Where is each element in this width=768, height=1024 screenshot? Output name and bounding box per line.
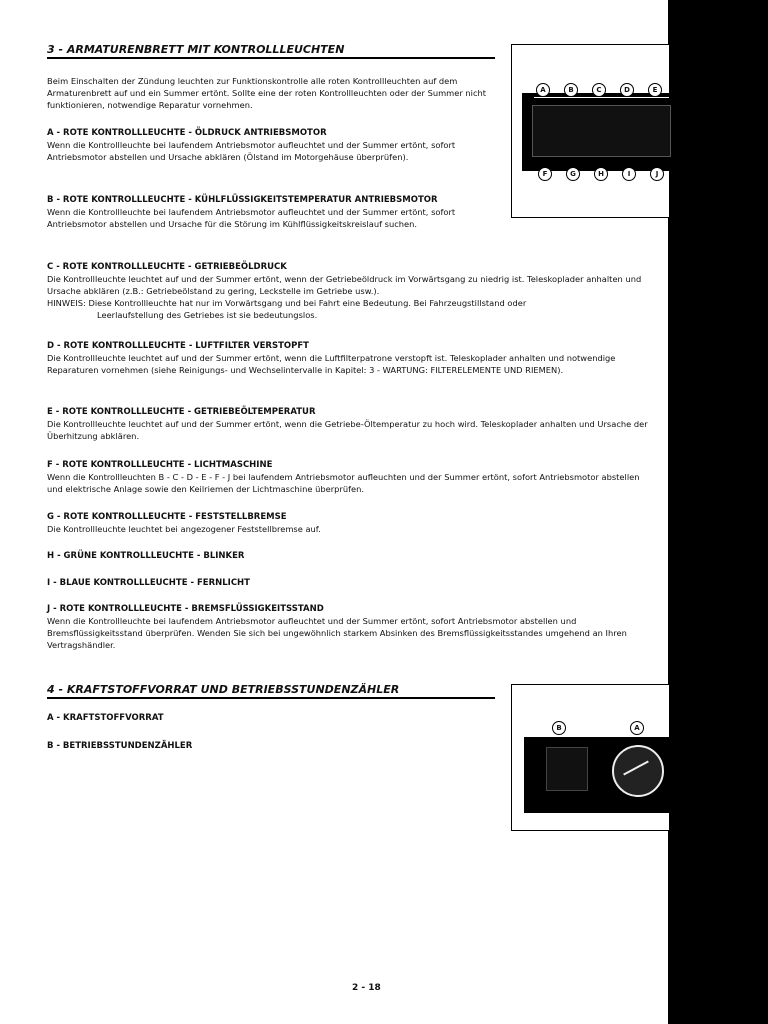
item-f-body: Wenn die Kontrollleuchten B - C - D - E - F - J bei laufendem Antriebsmotor aufleuchten und der Summer ertönt, sofort Antriebsmotor abstellen und elektrische Anlage sowie den Keilriemen der Lichtmaschine überprüfen. bbox=[47, 472, 640, 494]
item-d bbox=[47, 340, 657, 376]
item-b-body: Wenn die Kontrollleuchte bei laufendem Antriebsmotor aufleuchtet und der Summer ertönt, sofort Antriebsmotor abstellen und Ursache für die Störung im Kühlflüssigkeitskreislauf suchen. bbox=[47, 207, 456, 229]
item-f-head: F - ROTE KONTROLLLEUCHTE - LICHTMASCHINE bbox=[47, 460, 273, 470]
top-callout-line bbox=[534, 97, 669, 98]
label-i-bottom: I bbox=[622, 167, 636, 181]
item-a-head: A - ROTE KONTROLLLEUCHTE - ÖLDRUCK ANTRIEBSMOTOR bbox=[47, 128, 327, 138]
hour-meter-display bbox=[546, 747, 588, 791]
item-g-head: G - ROTE KONTROLLLEUCHTE - FESTSTELLBREMSE bbox=[47, 512, 287, 522]
item-j-body: Wenn die Kontrollleuchte bei laufendem Antriebsmotor aufleuchtet und der Summer ertönt, sofort Antriebsmotor abstellen und Bremsflüssigkeitsstand überprüfen. Wenden Sie sich bei ungewöhnlich starkem Absinken des Bremsflüssigkeitsstandes umgehend an Ihren Vertragshändler. bbox=[47, 616, 627, 650]
label-a-top: A bbox=[536, 83, 550, 97]
item-j bbox=[47, 603, 657, 651]
item-a-body: Wenn die Kontrollleuchte bei laufendem Antriebsmotor aufleuchtet und der Summer ertönt, sofort Antriebsmotor abstellen und Ursache abklären (Ölstand im Motorgehäuse überprüfen). bbox=[47, 140, 456, 162]
item-j-head: J - ROTE KONTROLLLEUCHTE - BREMSFLÜSSIGKEITSSTAND bbox=[47, 604, 324, 614]
section3-rule bbox=[47, 57, 495, 59]
label-d-top: D bbox=[620, 83, 634, 97]
label-a-fuel: A bbox=[630, 721, 644, 735]
item-e bbox=[47, 406, 657, 442]
item-c bbox=[47, 261, 657, 321]
label-j-bottom: J bbox=[650, 167, 664, 181]
item-g bbox=[47, 511, 657, 535]
item-c-text: Die Kontrollleuchte leuchtet auf und der Summer ertönt, wenn der Getriebeöldruck im Vorwärtsgang zu niedrig ist. Teleskoplader anhalten und Ursache abklären (z.B.: Getriebeölstand zu gering, Leckstelle im Getriebe usw.). bbox=[47, 274, 642, 296]
gauge-figure bbox=[511, 684, 670, 831]
dashboard-figure bbox=[511, 44, 670, 218]
item-f bbox=[47, 459, 657, 495]
item-g-body: Die Kontrollleuchte leuchtet bei angezogener Feststellbremse auf. bbox=[47, 524, 321, 534]
section4-rule bbox=[47, 697, 495, 699]
item-e-head: E - ROTE KONTROLLLEUCHTE - GETRIEBEÖLTEMPERATUR bbox=[47, 407, 316, 417]
item-e-body: Die Kontrollleuchte leuchtet auf und der Summer ertönt, wenn die Getriebe-Öltemperatur zu hoch wird. Teleskoplader anhalten und Ursache der Überhitzung abklären. bbox=[47, 419, 648, 441]
dashboard-panel bbox=[522, 93, 669, 171]
label-c-top: C bbox=[592, 83, 606, 97]
item-i-head: I - BLAUE KONTROLLLEUCHTE - FERNLICHT bbox=[47, 578, 250, 588]
label-h-bottom: H bbox=[594, 167, 608, 181]
label-e-top: E bbox=[648, 83, 662, 97]
item-b-hours: B - BETRIEBSSTUNDENZÄHLER bbox=[47, 741, 193, 751]
section3-title: 3 - ARMATURENBRETT MIT KONTROLLLEUCHTEN bbox=[47, 43, 345, 56]
item-b bbox=[47, 194, 497, 230]
item-a-fuel: A - KRAFTSTOFFVORRAT bbox=[47, 713, 164, 723]
item-d-body: Die Kontrollleuchte leuchtet auf und der Summer ertönt, wenn die Luftfilterpatrone verstopft ist. Teleskoplader anhalten und notwendige Reparaturen vornehmen (siehe Reinigungs- und Wechselintervalle in Kapitel: 3 - WARTUNG: FILTERELEMENTE UND RIEMEN). bbox=[47, 353, 616, 375]
item-a bbox=[47, 127, 497, 163]
page-number: 2 - 18 bbox=[352, 983, 381, 993]
section3-intro: Beim Einschalten der Zündung leuchten zur Funktionskontrolle alle roten Kontrollleuchten auf dem Armaturenbrett auf und ein Summer ertönt. Sollte eine der roten Kontrollleuchten oder der Summer nicht funktionieren, notwendige Reparatur vornehmen. bbox=[47, 76, 487, 110]
item-b-head: B - ROTE KONTROLLLEUCHTE - KÜHLFLÜSSIGKEITSTEMPERATUR ANTRIEBSMOTOR bbox=[47, 195, 438, 205]
item-c-head: C - ROTE KONTROLLLEUCHTE - GETRIEBEÖLDRUCK bbox=[47, 262, 287, 272]
warning-lights-display bbox=[532, 105, 671, 157]
fuel-gauge-dial bbox=[612, 745, 664, 797]
label-f-bottom: F bbox=[538, 167, 552, 181]
gauge-panel bbox=[524, 737, 669, 813]
item-c-body bbox=[47, 273, 657, 321]
item-c-note: HINWEIS: Diese Kontrollleuchte hat nur im Vorwärtsgang und bei Fahrt eine Bedeutung. Bei Fahrzeugstillstand oder bbox=[47, 298, 527, 308]
item-d-head: D - ROTE KONTROLLLEUCHTE - LUFTFILTER VERSTOPFT bbox=[47, 341, 309, 351]
item-c-note-cont: Leerlaufstellung des Getriebes ist sie bedeutungslos. bbox=[97, 310, 318, 320]
label-b-top: B bbox=[564, 83, 578, 97]
scan-black-border bbox=[668, 0, 768, 1024]
label-b-hours: B bbox=[552, 721, 566, 735]
label-g-bottom: G bbox=[566, 167, 580, 181]
item-h-head: H - GRÜNE KONTROLLLEUCHTE - BLINKER bbox=[47, 551, 245, 561]
section4-title: 4 - KRAFTSTOFFVORRAT UND BETRIEBSSTUNDENZÄHLER bbox=[47, 683, 400, 696]
